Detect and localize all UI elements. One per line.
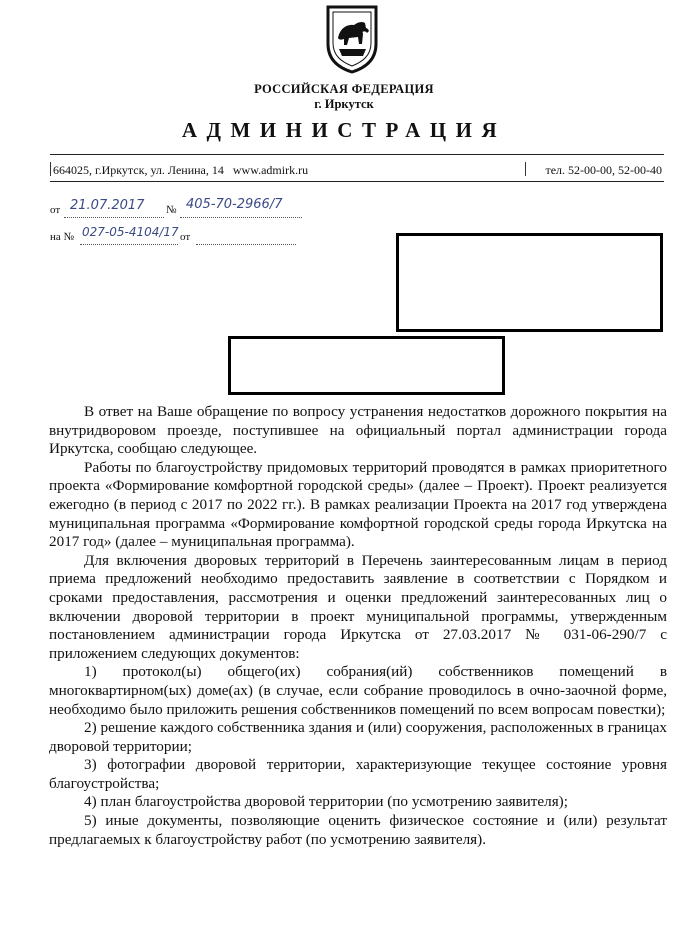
phone-line: тел. 52-00-00, 52-00-40 xyxy=(545,163,662,177)
organization-title: АДМИНИСТРАЦИЯ xyxy=(181,118,507,142)
city-name: г. Иркутск xyxy=(314,97,374,111)
body-list-item: 1) протокол(ы) общего(их) собрания(ий) собственников помещений в многоквартирном(ых) доме(ах) (в случае, если собрание проводилось в очно-заочной форме, необходимо было приложить решения собственников помещений по всем вопросам повестки); xyxy=(49,663,667,718)
outgoing-number: 405-70-2966/7 xyxy=(186,197,283,212)
phone-left-bracket xyxy=(525,162,526,176)
irkutsk-coat-of-arms-icon xyxy=(325,4,379,74)
redacted-recipient-block xyxy=(396,233,663,332)
date-field-line xyxy=(64,217,164,218)
reply-number-line xyxy=(80,244,178,245)
reply-number: 027-05-4104/17 xyxy=(82,225,179,239)
header-bottom-rule xyxy=(50,181,664,182)
body-list-item: 4) план благоустройства дворовой территории (по усмотрению заявителя); xyxy=(84,793,568,811)
reply-date-line xyxy=(196,244,296,245)
reply-label: на № xyxy=(50,231,75,243)
reply-from-label: от xyxy=(180,231,191,243)
body-paragraph: Работы по благоустройству придомовых территорий проводятся в рамках приоритетного проекта «Формирование комфортной городской среды» (далее – Проект). Проект реализуется ежегодно (в период с 2017 по 2022 гг.). В рамках реализации Проекта на 2017 год утверждена муниципальная программа «Формирование комфортной городской среды города Иркутска на 2017 год» (далее – муниципальная программа). xyxy=(49,458,667,551)
country-name: РОССИЙСКАЯ ФЕДЕРАЦИЯ xyxy=(254,82,434,96)
number-label: № xyxy=(166,204,177,216)
body-list-item: 5) иные документы, позволяющие оценить физическое состояние и (или) результат предлагаемых к благоустройству работ (по усмотрению заявителя). xyxy=(49,812,667,848)
from-label: от xyxy=(50,204,61,216)
body-list-item: 2) решение каждого собственника здания и (или) сооружения, расположенных в границах дворовой территории; xyxy=(49,719,667,755)
header-top-rule xyxy=(50,154,664,155)
outgoing-date: 21.07.2017 xyxy=(70,198,145,213)
address-line: 664025, г.Иркутск, ул. Ленина, 14 www.admirk.ru xyxy=(53,163,309,177)
redacted-salutation-block xyxy=(228,336,505,395)
body-list-item: 3) фотографии дворовой территории, характеризующие текущее состояние уровня благоустройства; xyxy=(49,756,667,792)
body-paragraph: Для включения дворовых территорий в Перечень заинтересованным лицам в период приема предложений необходимо предоставить заявление в соответствии с Порядком и сроками предоставления, рассмотрения и оценки предложений заинтересованных лиц о включении дворовой территории в проект муниципальной программы, утвержденным постановлением администрации города Иркутска от 27.03.2017 № 031-06-290/7 с приложением следующих документов: xyxy=(49,551,667,662)
letter-body xyxy=(49,403,667,849)
number-field-line xyxy=(180,217,302,218)
body-paragraph: В ответ на Ваше обращение по вопросу устранения недостатков дорожного покрытия на внутридворовом проезде, поступившее на официальный портал администрации города Иркутска, сообщаю следующее. xyxy=(49,403,667,458)
address-left-bracket xyxy=(50,162,51,176)
